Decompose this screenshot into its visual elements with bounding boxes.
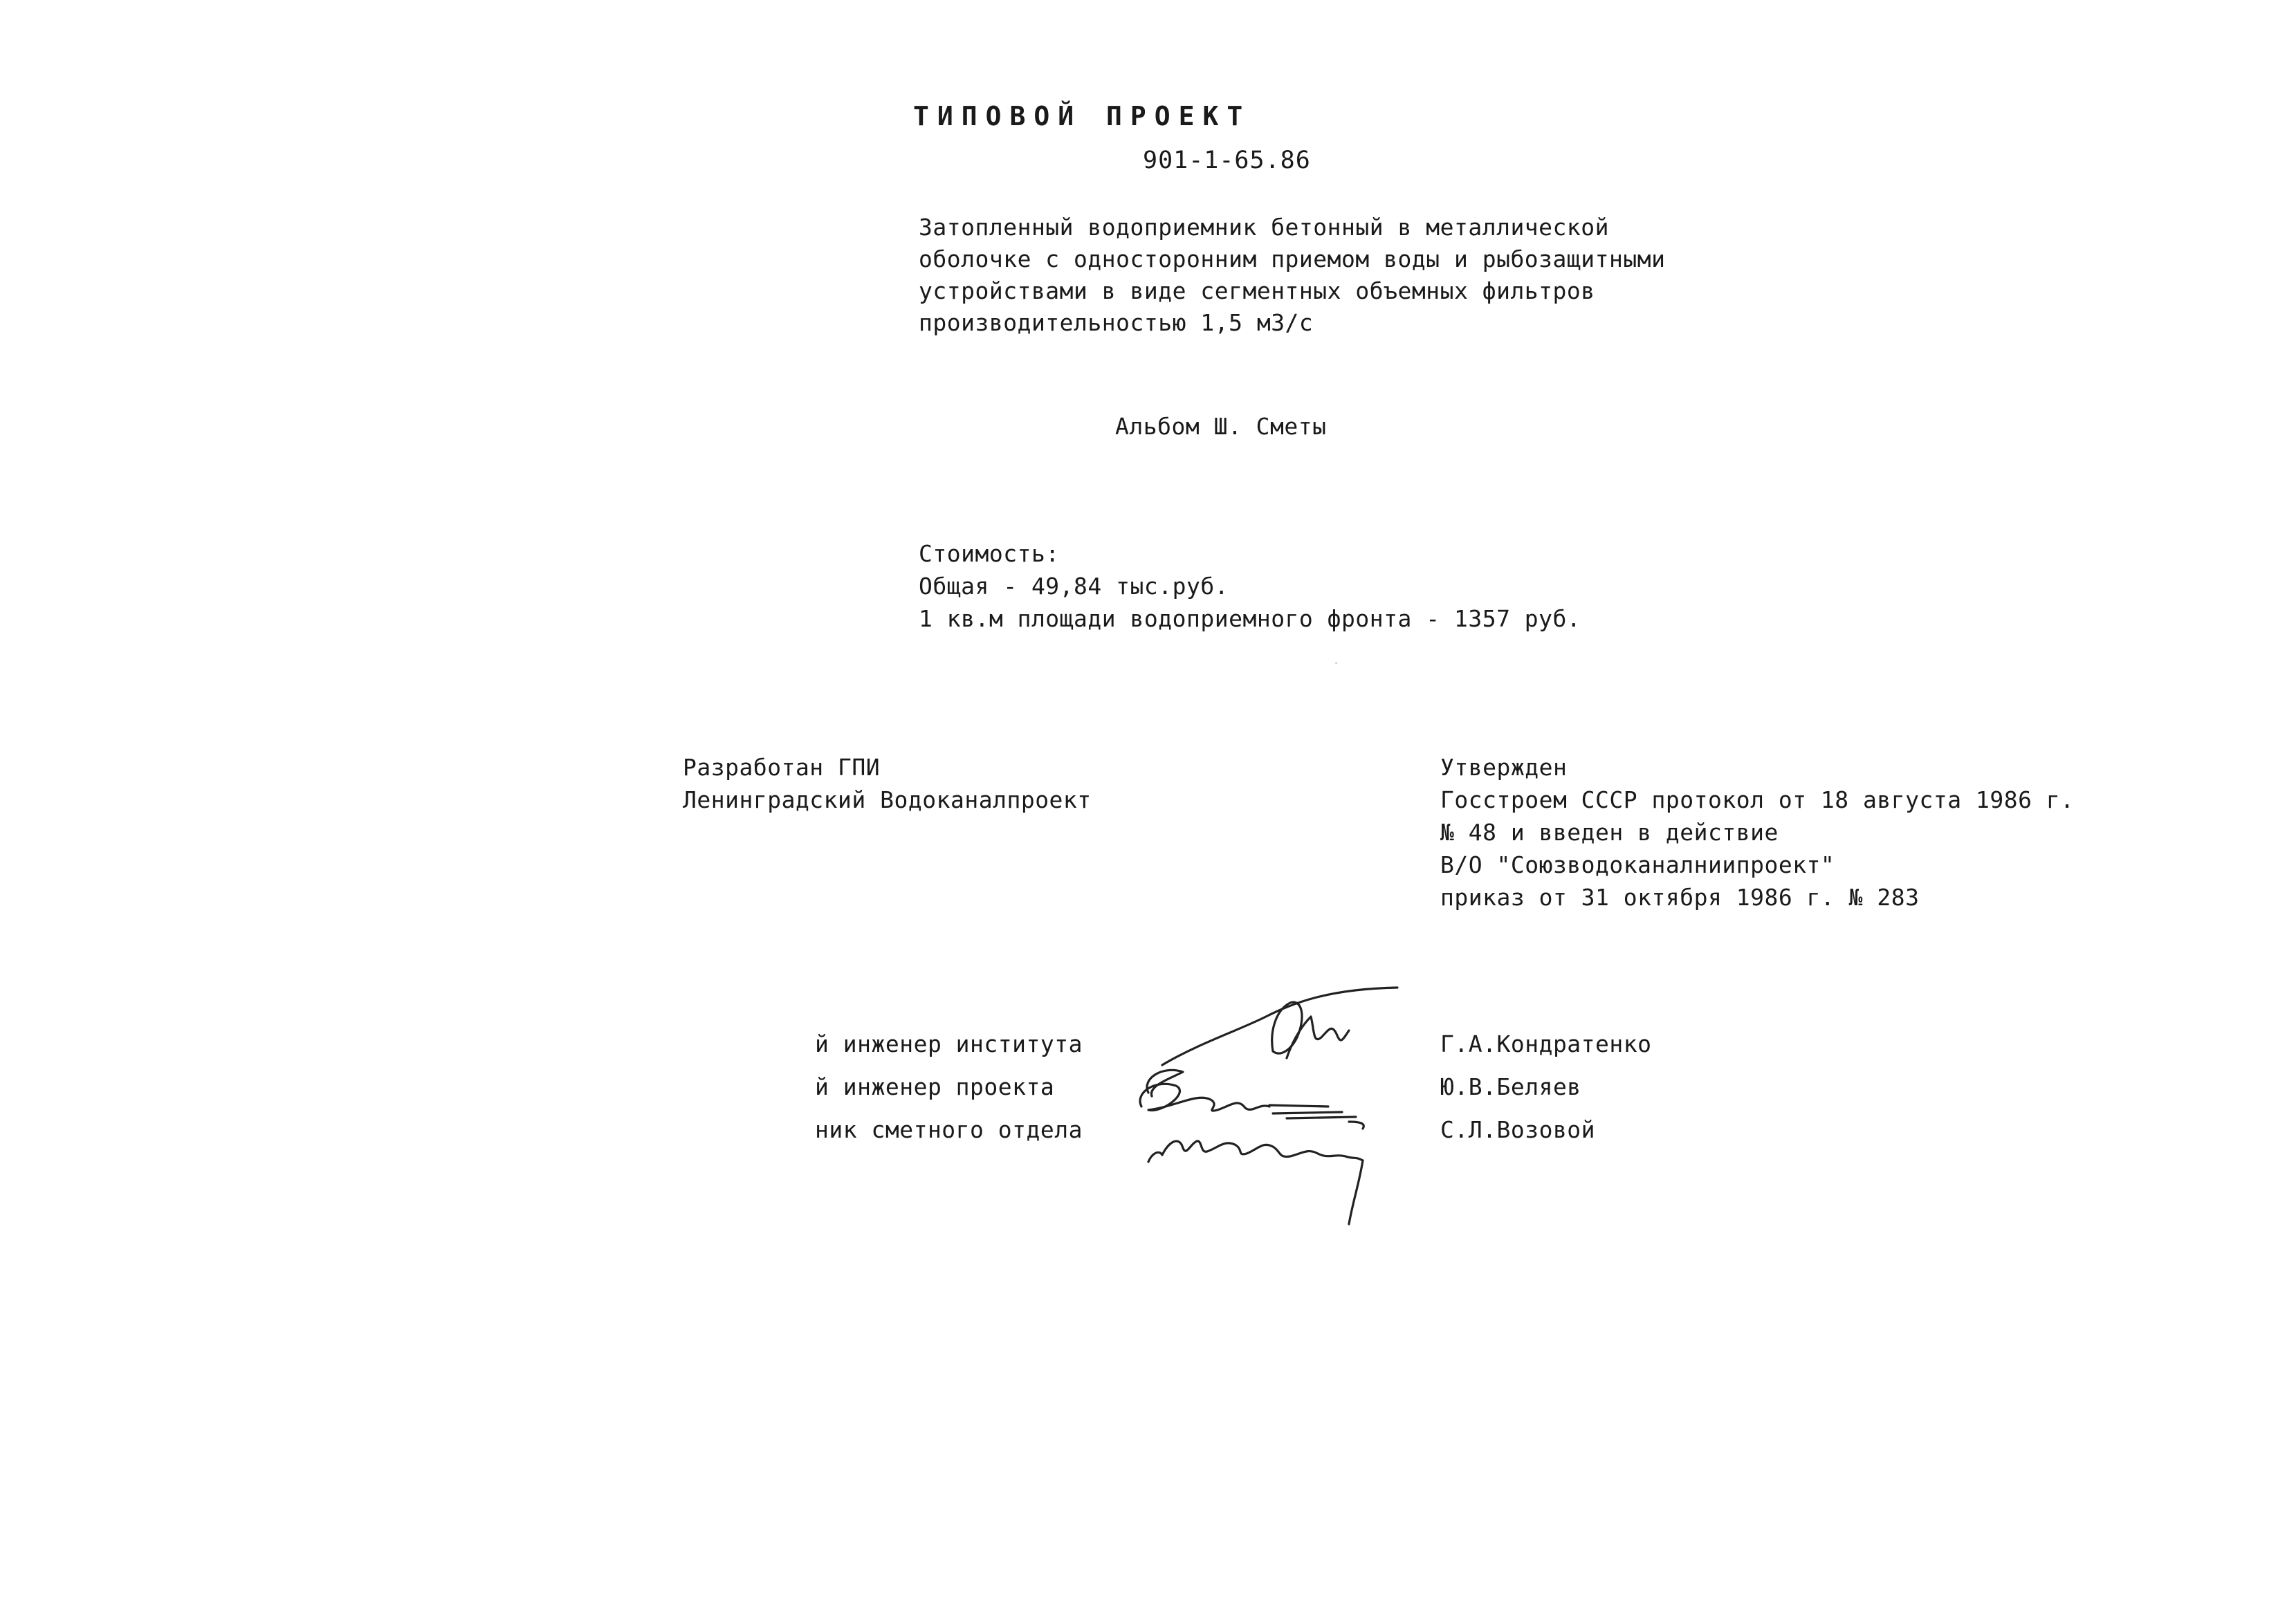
description-line: устройствами в виде сегментных объемных фильтров <box>919 277 1595 304</box>
scan-speck <box>1335 662 1337 664</box>
approval-line: Госстроем СССР протокол от 18 августа 1986 г. <box>1440 786 2075 813</box>
signature-stroke-9 <box>1349 1160 1363 1224</box>
signature-stroke-6 <box>1269 1105 1356 1118</box>
developed-by-line: Разработан ГПИ <box>683 754 881 781</box>
signature-stroke-10 <box>1148 1152 1162 1162</box>
signatory-name: Г.А.Кондратенко <box>1440 1030 1652 1057</box>
approval-line: В/О "Союзводоканалниипроект" <box>1440 851 1835 878</box>
developed-by-line: Ленинградский Водоканалпроект <box>683 786 1092 813</box>
signatory-role: й инженер проекта <box>815 1073 1055 1100</box>
cost-heading: Стоимость: <box>919 540 1060 567</box>
description-line: Затопленный водоприемник бетонный в металлической <box>919 214 1610 241</box>
signature-stroke-2 <box>1272 1002 1302 1053</box>
signatory-name: С.Л.Возовой <box>1440 1116 1596 1143</box>
description-line: оболочке с односторонним приемом воды и рыбозащитными <box>919 246 1666 272</box>
approval-line: приказ от 31 октября 1986 г. № 283 <box>1440 884 1920 911</box>
document-title: ТИПОВОЙ ПРОЕКТ <box>913 101 1251 131</box>
approval-line: № 48 и введен в действие <box>1440 819 1779 846</box>
signature-stroke-7 <box>1349 1122 1363 1129</box>
album-title: Альбом Ш. Сметы <box>1115 413 1327 440</box>
approval-line: Утвержден <box>1440 754 1568 781</box>
cost-per-unit: 1 кв.м площади водоприемного фронта - 1357 руб. <box>919 605 1581 632</box>
description-line: производительностью 1,5 м3/с <box>919 309 1314 336</box>
signature-stroke-3 <box>1287 1017 1349 1058</box>
signatory-role: й инженер института <box>815 1030 1083 1057</box>
signatory-name: Ю.В.Беляев <box>1440 1073 1581 1100</box>
signatory-role: ник сметного отдела <box>815 1116 1083 1143</box>
handwritten-signatures <box>1121 975 1425 1231</box>
signature-stroke-5 <box>1140 1084 1269 1111</box>
signature-stroke-8 <box>1162 1141 1363 1160</box>
cost-total: Общая - 49,84 тыс.руб. <box>919 573 1229 600</box>
project-code: 901-1-65.86 <box>1143 147 1311 174</box>
